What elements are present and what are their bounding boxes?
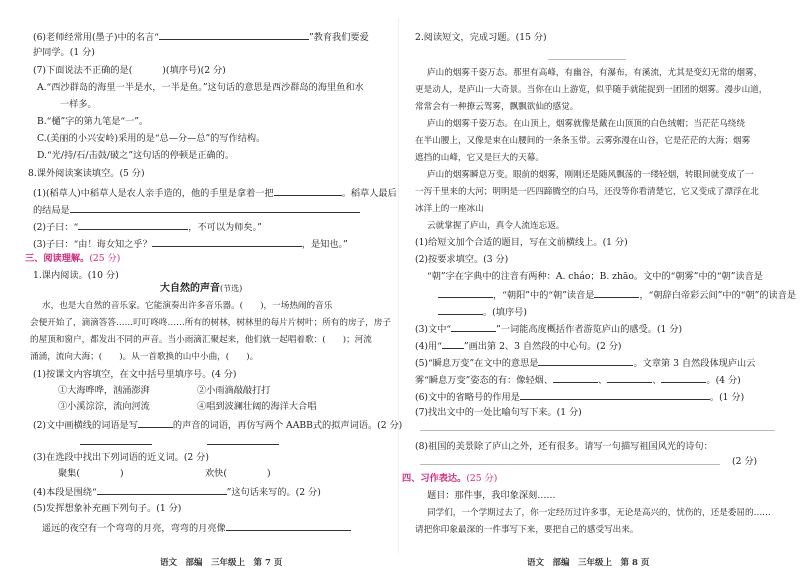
article-line-3: 的屋顶和窗户，都发出不同的声音。当小雨滴汇聚起来，他们就一起唱着歌：( )；河流 — [30, 335, 372, 345]
r1-stem: (1)按课文内容填空，在文中括号里填序号。(4 分) — [33, 369, 237, 380]
page-8 — [400, 0, 800, 576]
rq2-blank-2[interactable] — [594, 288, 639, 298]
passage-p3-l1: 庐山的烟雾瞬息万变。眼前的烟雾，刚刚还是随风飘荡的一缕轻烟，转眼间就变成了一 — [427, 170, 754, 180]
passage-p2-l3: 遮挡的山峰，它又是巨大的天幕。 — [415, 153, 544, 163]
passage-p2-l2: 在半山腰上，又像是束在山腰间的一条条玉带。云雾弥漫在山谷，它是茫茫的大海；烟雾 — [415, 136, 751, 146]
rq1-stem: (1)给短文加个合适的题目，写在文前横线上。(1 分) — [415, 237, 628, 248]
q8-stem: 8.课外阅读案读填空。(5 分) — [28, 168, 145, 179]
passage-p4: 云就掌握了庐山，真令人流连忘返。 — [427, 221, 565, 231]
rq5-line2: 雾“瞬息万变”姿态的有：像轻烟、 、 、 。(4 分) — [415, 375, 741, 386]
rq2-text-2: ，“朝阳”中的“朝”读音是 ，“朝辞白帝彩云间”中的“朝”的读音是 — [438, 288, 796, 302]
q8-2-blank[interactable] — [78, 220, 188, 230]
passage-p3-l2: 一泻千里来的大河；明明是一匹四蹄腾空的白马，还没等你看清楚它，它又变成了漂浮在北 — [415, 187, 759, 197]
article-line-2: 会便开始了，滴滴答答……叮叮咚咚……所有的树林，树林里的每片片树叶；所有的房子，房子 — [30, 318, 391, 328]
q6-line1: (6)老师经常用(墨子)中的名言“ ”教育我们要爱 — [33, 32, 369, 43]
article-title: 大自然的声音(节选) — [160, 283, 243, 294]
r3-word-1: 聚集( ) — [58, 468, 124, 479]
r1-option-4: ④唱到波澜壮阔的海洋大合唱 — [197, 401, 317, 412]
r5-sentence: 遥远的夜空有一个弯弯的月亮，弯弯的月亮像 — [42, 521, 351, 535]
article-line-1: 水，也是大自然的音乐家。它能演奏出许多音乐器。( )，一场热闹的音乐 — [42, 301, 333, 311]
r2-answer-lines — [80, 435, 279, 449]
rq6-blank[interactable] — [520, 390, 710, 400]
rq8-stem: (8)祖国的美景除了庐山之外，还有很多。请写一句描写祖国风光的诗句： — [415, 441, 713, 452]
rq5-blank-2[interactable] — [553, 373, 598, 383]
rq4-stem: (4)用“ ”画出第 2、3 自然段的中心句。(2 分) — [415, 341, 622, 352]
rq2-blank-3[interactable] — [438, 305, 483, 315]
essay-prompt-2: 请把你印象最深的一件事写下来，要把自己的感受写出来。 — [415, 525, 639, 535]
rq8-answer-line[interactable] — [420, 464, 720, 465]
reading-1-heading: 1.课内阅读。(10 分) — [33, 270, 119, 281]
essay-title: 题目：那件事，我印象深刻…… — [427, 490, 556, 501]
r2-word-blank-1[interactable] — [80, 435, 152, 445]
q2-stem: 2.阅读短文，完成习题。(15 分) — [415, 32, 547, 43]
q7-option-c: C.(美丽的小兴安岭)采用的是“总—分—总”的写作结构。 — [37, 133, 266, 144]
r1-option-1: ①大海哗哗，汹涌澎湃 — [58, 385, 150, 396]
q8-1-blank-a[interactable] — [274, 186, 342, 196]
essay-prompt-1: 同学们，一个学期过去了，你一定经历过许多事，无论是高兴的，忧伤的，还是委屈的…… — [427, 508, 771, 518]
rq5-blank-4[interactable] — [661, 373, 706, 383]
rq2-blank-1[interactable] — [438, 288, 493, 298]
q8-1-blank-b[interactable] — [70, 203, 360, 213]
r2-word-blank-2[interactable] — [207, 435, 279, 445]
q7-stem: (7)下面说法不正确的是( )(填序号)(2 分) — [33, 65, 226, 76]
r3-stem: (3)在选段中找出下列词语的近义词。(2 分) — [33, 452, 209, 463]
q6-line2: 护同学。(1 分) — [33, 47, 95, 58]
rq6-stem: (6)文中的省略号的作用是 。(1 分) — [415, 392, 745, 403]
r5-blank[interactable] — [226, 521, 351, 531]
rq3-stem: (3)文中“ ”一词能高度概括作者游览庐山的感受。(1 分) — [415, 324, 683, 335]
q8-3: (3)子曰：“由！诲女知之乎？ ，是知也。” — [33, 239, 348, 250]
rq2-text: “朝”字在字典中的注音有两种：A. cháo；B. zhāo。文中的“朝雾”中的“朝”读音是 — [427, 271, 763, 282]
rq7-answer-line[interactable] — [420, 430, 775, 431]
r4-stem: (4)本段是围绕“ ”这句话来写的。(2 分) — [33, 487, 321, 498]
q7-option-b: B.“樋”字的第九笔是“一”。 — [37, 116, 149, 127]
q8-1: (1)(稻草人)中稻草人是农人亲手造的，他的手里是拿着一把 。稻草人最后 — [33, 188, 397, 199]
passage-p3-l3: 冰洋上的一座冰山 — [415, 204, 484, 214]
passage-p1-l3: 常常会有一种撩云驾雾，飘飘欲仙的感觉。 — [415, 102, 579, 112]
article-line-4: 涌涌，流向大海；( )。从一首歌换的山中小曲，( )。 — [30, 352, 259, 362]
r5-stem: (5)发挥想象补充画下列句子。(1 分) — [33, 503, 182, 514]
passage-p1-l2: 更是动人，是庐山一大奇景。当你在山上游览，似乎随手就能捉到一团团的烟雾。漫步山道， — [415, 85, 768, 95]
rq3-blank[interactable] — [451, 322, 496, 332]
rq5-blank-3[interactable] — [607, 373, 652, 383]
rq7-stem: (7)找出文中的一处比喻句写下来。(1 分) — [415, 407, 582, 418]
section-3-heading: 三、阅读理解。(25 分) — [25, 253, 121, 264]
r1-option-3: ③小溪淙淙，流向河流 — [58, 401, 150, 412]
q7-option-a-cont: 一样多。 — [60, 99, 97, 110]
rq2-stem: (2)按要求填空。(3 分) — [415, 254, 509, 265]
q8-1-cont: 的结局是 — [33, 203, 360, 217]
rq5-stem: (5)“瞬息万变”在文中的意思是 。文章第 3 自然段体现庐山云 — [415, 358, 756, 369]
q8-3-blank[interactable] — [152, 237, 302, 247]
passage-p1-l1: 庐山的烟雾千姿万态。那里有高峰，有幽谷，有瀑布，有溪流，尤其是变幻无常的烟雾， — [427, 68, 763, 78]
page-7-footer: 语文 部编 三年级上 第 7 页 — [160, 558, 283, 568]
r2-stem: (2)文中画横线的词语是写 的声音的词语，再仿写两个 AABB式的拟声词语。(2 分) — [33, 420, 403, 431]
q6-blank[interactable] — [159, 30, 309, 40]
r2-blank[interactable] — [138, 418, 173, 428]
q7-option-d: D.“光/持/石/击鼓/破之”这句话的停顿是正确的。 — [37, 150, 235, 161]
section-4-heading: 四、习作表达。(25 分) — [402, 473, 498, 484]
rq2-text-3: 。(填序号) — [438, 305, 527, 319]
rq8-points: (2 分) — [732, 456, 758, 467]
q8-2: (2)子曰：“ ，不可以为师矣。” — [33, 222, 262, 233]
page-8-footer: 语文 部编 三年级上 第 8 页 — [527, 558, 650, 568]
title-blank-line[interactable] — [548, 59, 626, 60]
rq4-mark-sample — [442, 339, 464, 349]
q7-option-a: A.“西沙群岛的海里一半是水，一半是鱼。”这句话的意思是西沙群岛的海里鱼和水 — [37, 82, 364, 93]
rq5-blank-1[interactable] — [538, 356, 633, 366]
passage-p2-l1: 庐山的烟雾千姿万态。在山顶上，烟雾就像是戴在山顶顶的白色绒帽；当茫茫乌绕绕 — [427, 119, 745, 129]
r3-word-2: 欢快( ) — [205, 468, 271, 479]
r4-blank[interactable] — [97, 485, 227, 495]
r1-option-2: ②小雨滴敲敲打打 — [197, 385, 271, 396]
